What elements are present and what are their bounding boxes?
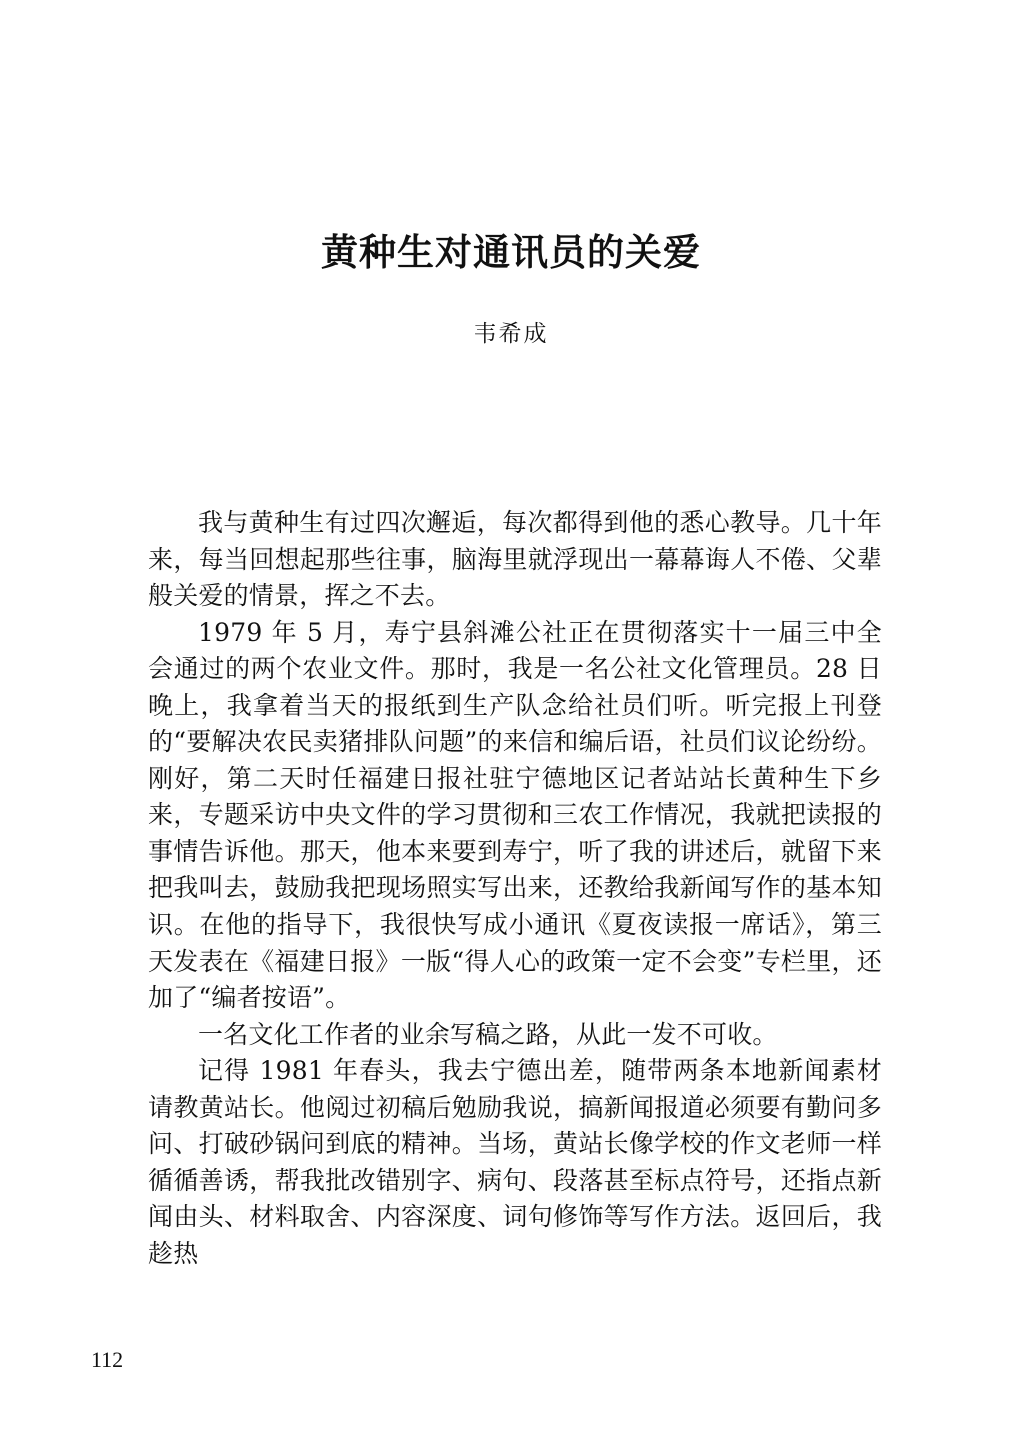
body-paragraph: 1979 年 5 月，寿宁县斜滩公社正在贯彻落实十一届三中全会通过的两个农业文件。那时，我是一名公社文化管理员。28 日晚上，我拿着当天的报纸到生产队念给社员们听。听完报上刊登的“要解决农民卖猪排队问题”的来信和编后语，社员们议论纷纷。刚好，第二天时任福建日报社驻宁德地区记者站站长黄种生下乡来，专题采访中央文件的学习贯彻和三农工作情况，我就把读报的事情告诉他。那天，他本来要到寿宁，听了我的讲述后，就留下来把我叫去，鼓励我把现场照实写出来，还教给我新闻写作的基本知识。在他的指导下，我很快写成小通讯《夏夜读报一席话》，第三天发表在《福建日报》一版“得人心的政策一定不会变”专栏里，还加了“编者按语”。 — [148, 617, 882, 1013]
body-paragraph: 我与黄种生有过四次邂逅，每次都得到他的悉心教导。几十年来，每当回想起那些往事，脑海里就浮现出一幕幕诲人不倦、父辈般关爱的情景，挥之不去。 — [148, 508, 882, 611]
page-number: 112 — [91, 1347, 124, 1372]
article-title: 黄种生对通讯员的关爱 — [321, 230, 701, 274]
body-paragraph: 一名文化工作者的业余写稿之路，从此一发不可收。 — [198, 1019, 778, 1049]
article-body — [148, 505, 882, 1272]
article-author: 韦希成 — [473, 321, 549, 347]
body-paragraph: 记得 1981 年春头，我去宁德出差，随带两条本地新闻素材请教黄站长。他阅过初稿后勉励我说，搞新闻报道必须要有勤问多问、打破砂锅问到底的精神。当场，黄站长像学校的作文老师一样循循善诱，帮我批改错别字、病句、段落甚至标点符号，还指点新闻由头、材料取舍、内容深度、词句修饰等写作方法。返回后，我趁热 — [148, 1056, 882, 1268]
